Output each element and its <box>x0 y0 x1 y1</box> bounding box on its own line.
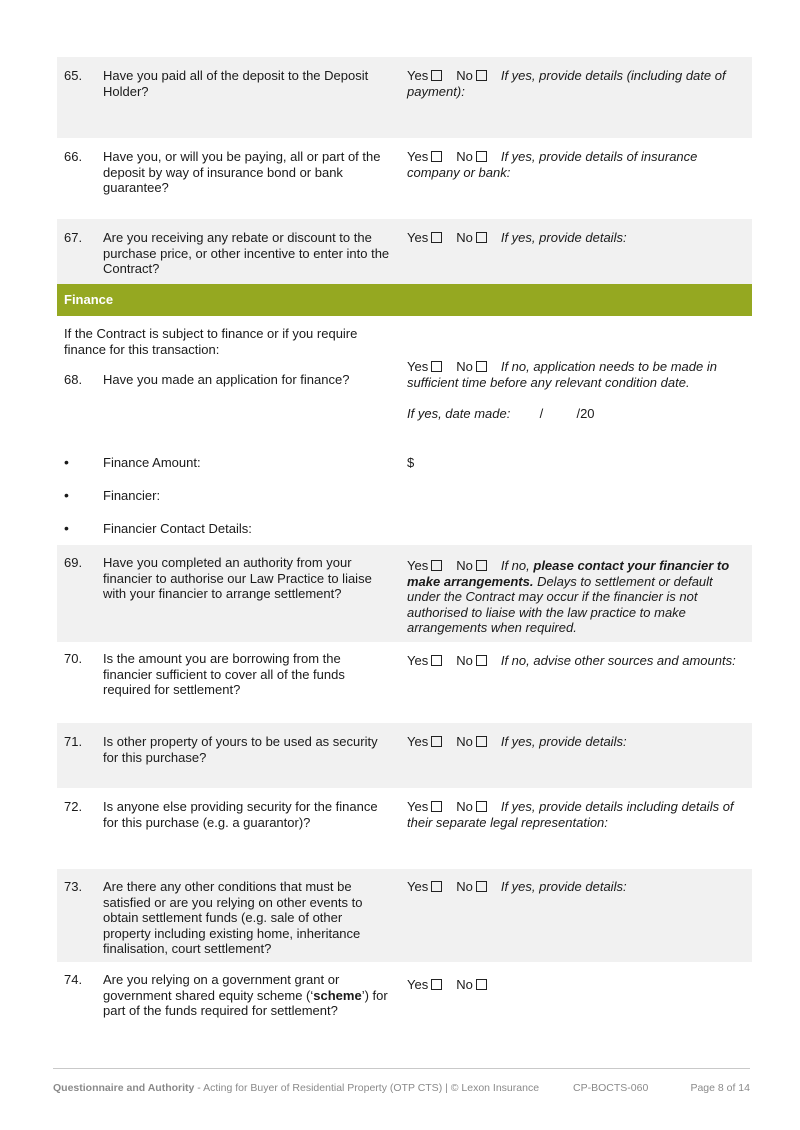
yes-checkbox[interactable] <box>431 151 442 162</box>
question-text: Have you, or will you be paying, all or part of the deposit by way of insurance bond or bank guarantee? <box>103 149 381 195</box>
question-73 <box>57 869 752 962</box>
bullet-financier: • Financier: <box>64 487 161 503</box>
question-70 <box>57 642 752 723</box>
details-prompt: If no, advise other sources and amounts: <box>500 653 736 668</box>
no-checkbox[interactable] <box>476 736 487 747</box>
question-text: Are there any other conditions that must be satisfied or are you relying on other events to obtain settlement funds (e.g. sale of other property including existing home, inheritance finalisation, court settlement? <box>103 879 363 956</box>
question-68 <box>57 357 752 455</box>
date-made-line: If yes, date made: / /20 <box>407 406 595 421</box>
finance-amount-value: $ <box>407 455 415 470</box>
details-prompt: If yes, provide details: <box>500 734 627 749</box>
question-number: 65. <box>64 68 83 83</box>
question-text: Is the amount you are borrowing from the financier sufficient to cover all of the funds required for settlement? <box>103 651 345 697</box>
questionnaire-page <box>57 57 752 1032</box>
yes-checkbox[interactable] <box>431 361 442 372</box>
yes-checkbox[interactable] <box>431 881 442 892</box>
contact-financier-instruction: please contact your financier to make arrangements. <box>407 558 730 589</box>
question-text: Is anyone else providing security for the finance for this purchase (e.g. a guarantor)? <box>103 799 378 830</box>
details-prompt: If no, application needs to be made in sufficient time before any relevant condition date. <box>407 359 717 390</box>
answer-cell: Yes No If yes, provide details including details of their separate legal representation: <box>407 799 734 830</box>
question-text: Are you receiving any rebate or discount to the purchase price, or other incentive to enter into the Contract? <box>103 230 390 276</box>
question-69 <box>57 545 752 642</box>
question-71 <box>57 723 752 788</box>
answer-cell: Yes No <box>403 972 752 1032</box>
answer-cell: Yes No If yes, provide details: <box>407 230 627 245</box>
bullet-financier-contact: • Financier Contact Details: <box>64 520 252 536</box>
question-number: 73. <box>64 879 83 894</box>
footer-title: Questionnaire and Authority <box>53 1082 195 1094</box>
answer-cell: Yes No If yes, provide details (including date of payment): <box>407 68 726 99</box>
finance-section-heading: Finance <box>57 284 752 316</box>
no-checkbox[interactable] <box>476 801 487 812</box>
no-checkbox[interactable] <box>476 70 487 81</box>
details-prompt: If yes, provide details (including date of payment): <box>407 68 726 99</box>
yes-checkbox[interactable] <box>431 736 442 747</box>
question-65 <box>57 57 752 138</box>
details-prompt: If yes, provide details including details of their separate legal representation: <box>407 799 734 830</box>
question-text: Have you completed an authority from your financier to authorise our Law Practice to liaise with your financier to arrange settlement? <box>103 555 372 601</box>
no-checkbox[interactable] <box>476 979 487 990</box>
answer-cell: Yes No If no, advise other sources and amounts: <box>407 653 736 668</box>
no-checkbox[interactable] <box>476 361 487 372</box>
answer-cell: Yes No If no, application needs to be made in sufficient time before any relevant condition date. If yes, date made: / /20 <box>403 359 752 455</box>
answer-cell: Yes No If yes, provide details of insurance company or bank: <box>407 149 698 180</box>
answer-cell: Yes No If yes, provide details: <box>407 734 627 749</box>
question-number: 66. <box>64 149 83 164</box>
yes-checkbox[interactable] <box>431 979 442 990</box>
yes-checkbox[interactable] <box>431 655 442 666</box>
yes-checkbox[interactable] <box>431 70 442 81</box>
question-66 <box>57 138 752 219</box>
no-checkbox[interactable] <box>476 560 487 571</box>
question-number: 70. <box>64 651 83 666</box>
details-prompt: If yes, provide details: <box>500 879 627 894</box>
question-text: Is other property of yours to be used as security for this purchase? <box>103 734 378 765</box>
question-number: 71. <box>64 734 83 749</box>
yes-checkbox[interactable] <box>431 560 442 571</box>
answer-cell: Yes No If no, please contact your financier to make arrangements. Delays to settlement or default under the Contract may occur if the financier is not authorised to liaise with the law practice to make arrangements when required. <box>407 558 730 635</box>
no-checkbox[interactable] <box>476 655 487 666</box>
details-prompt: If yes, provide details: <box>500 230 627 245</box>
question-text: Have you paid all of the deposit to the Deposit Holder? <box>103 68 369 99</box>
answer-cell: Yes No If yes, provide details: <box>407 879 627 894</box>
question-72 <box>57 788 752 869</box>
page-footer <box>53 1068 750 1097</box>
question-number: 67. <box>64 230 83 245</box>
no-checkbox[interactable] <box>476 881 487 892</box>
yes-checkbox[interactable] <box>431 232 442 243</box>
question-67 <box>57 219 752 284</box>
question-74 <box>57 962 752 1032</box>
question-text: Are you relying on a government grant or government shared equity scheme (‘scheme’) for part of the funds required for settlement? <box>103 972 388 1018</box>
footer-description: - Acting for Buyer of Residential Property (OTP CTS) | © Lexon Insurance <box>194 1082 540 1094</box>
footer-doc-code: CP-BOCTS-060 <box>573 1082 649 1094</box>
footer-page-number: Page 8 of 14 <box>690 1082 750 1094</box>
question-text: Have you made an application for finance? <box>103 372 350 387</box>
yes-checkbox[interactable] <box>431 801 442 812</box>
question-number: 72. <box>64 799 83 814</box>
question-number: 74. <box>64 972 83 987</box>
no-checkbox[interactable] <box>476 232 487 243</box>
question-number: 68. <box>64 372 83 387</box>
no-checkbox[interactable] <box>476 151 487 162</box>
question-number: 69. <box>64 555 83 570</box>
finance-intro: If the Contract is subject to finance or if you require finance for this transaction: <box>64 326 358 357</box>
details-prompt: If yes, provide details of insurance company or bank: <box>407 149 698 180</box>
bullet-finance-amount: • Finance Amount: $ <box>57 455 752 488</box>
